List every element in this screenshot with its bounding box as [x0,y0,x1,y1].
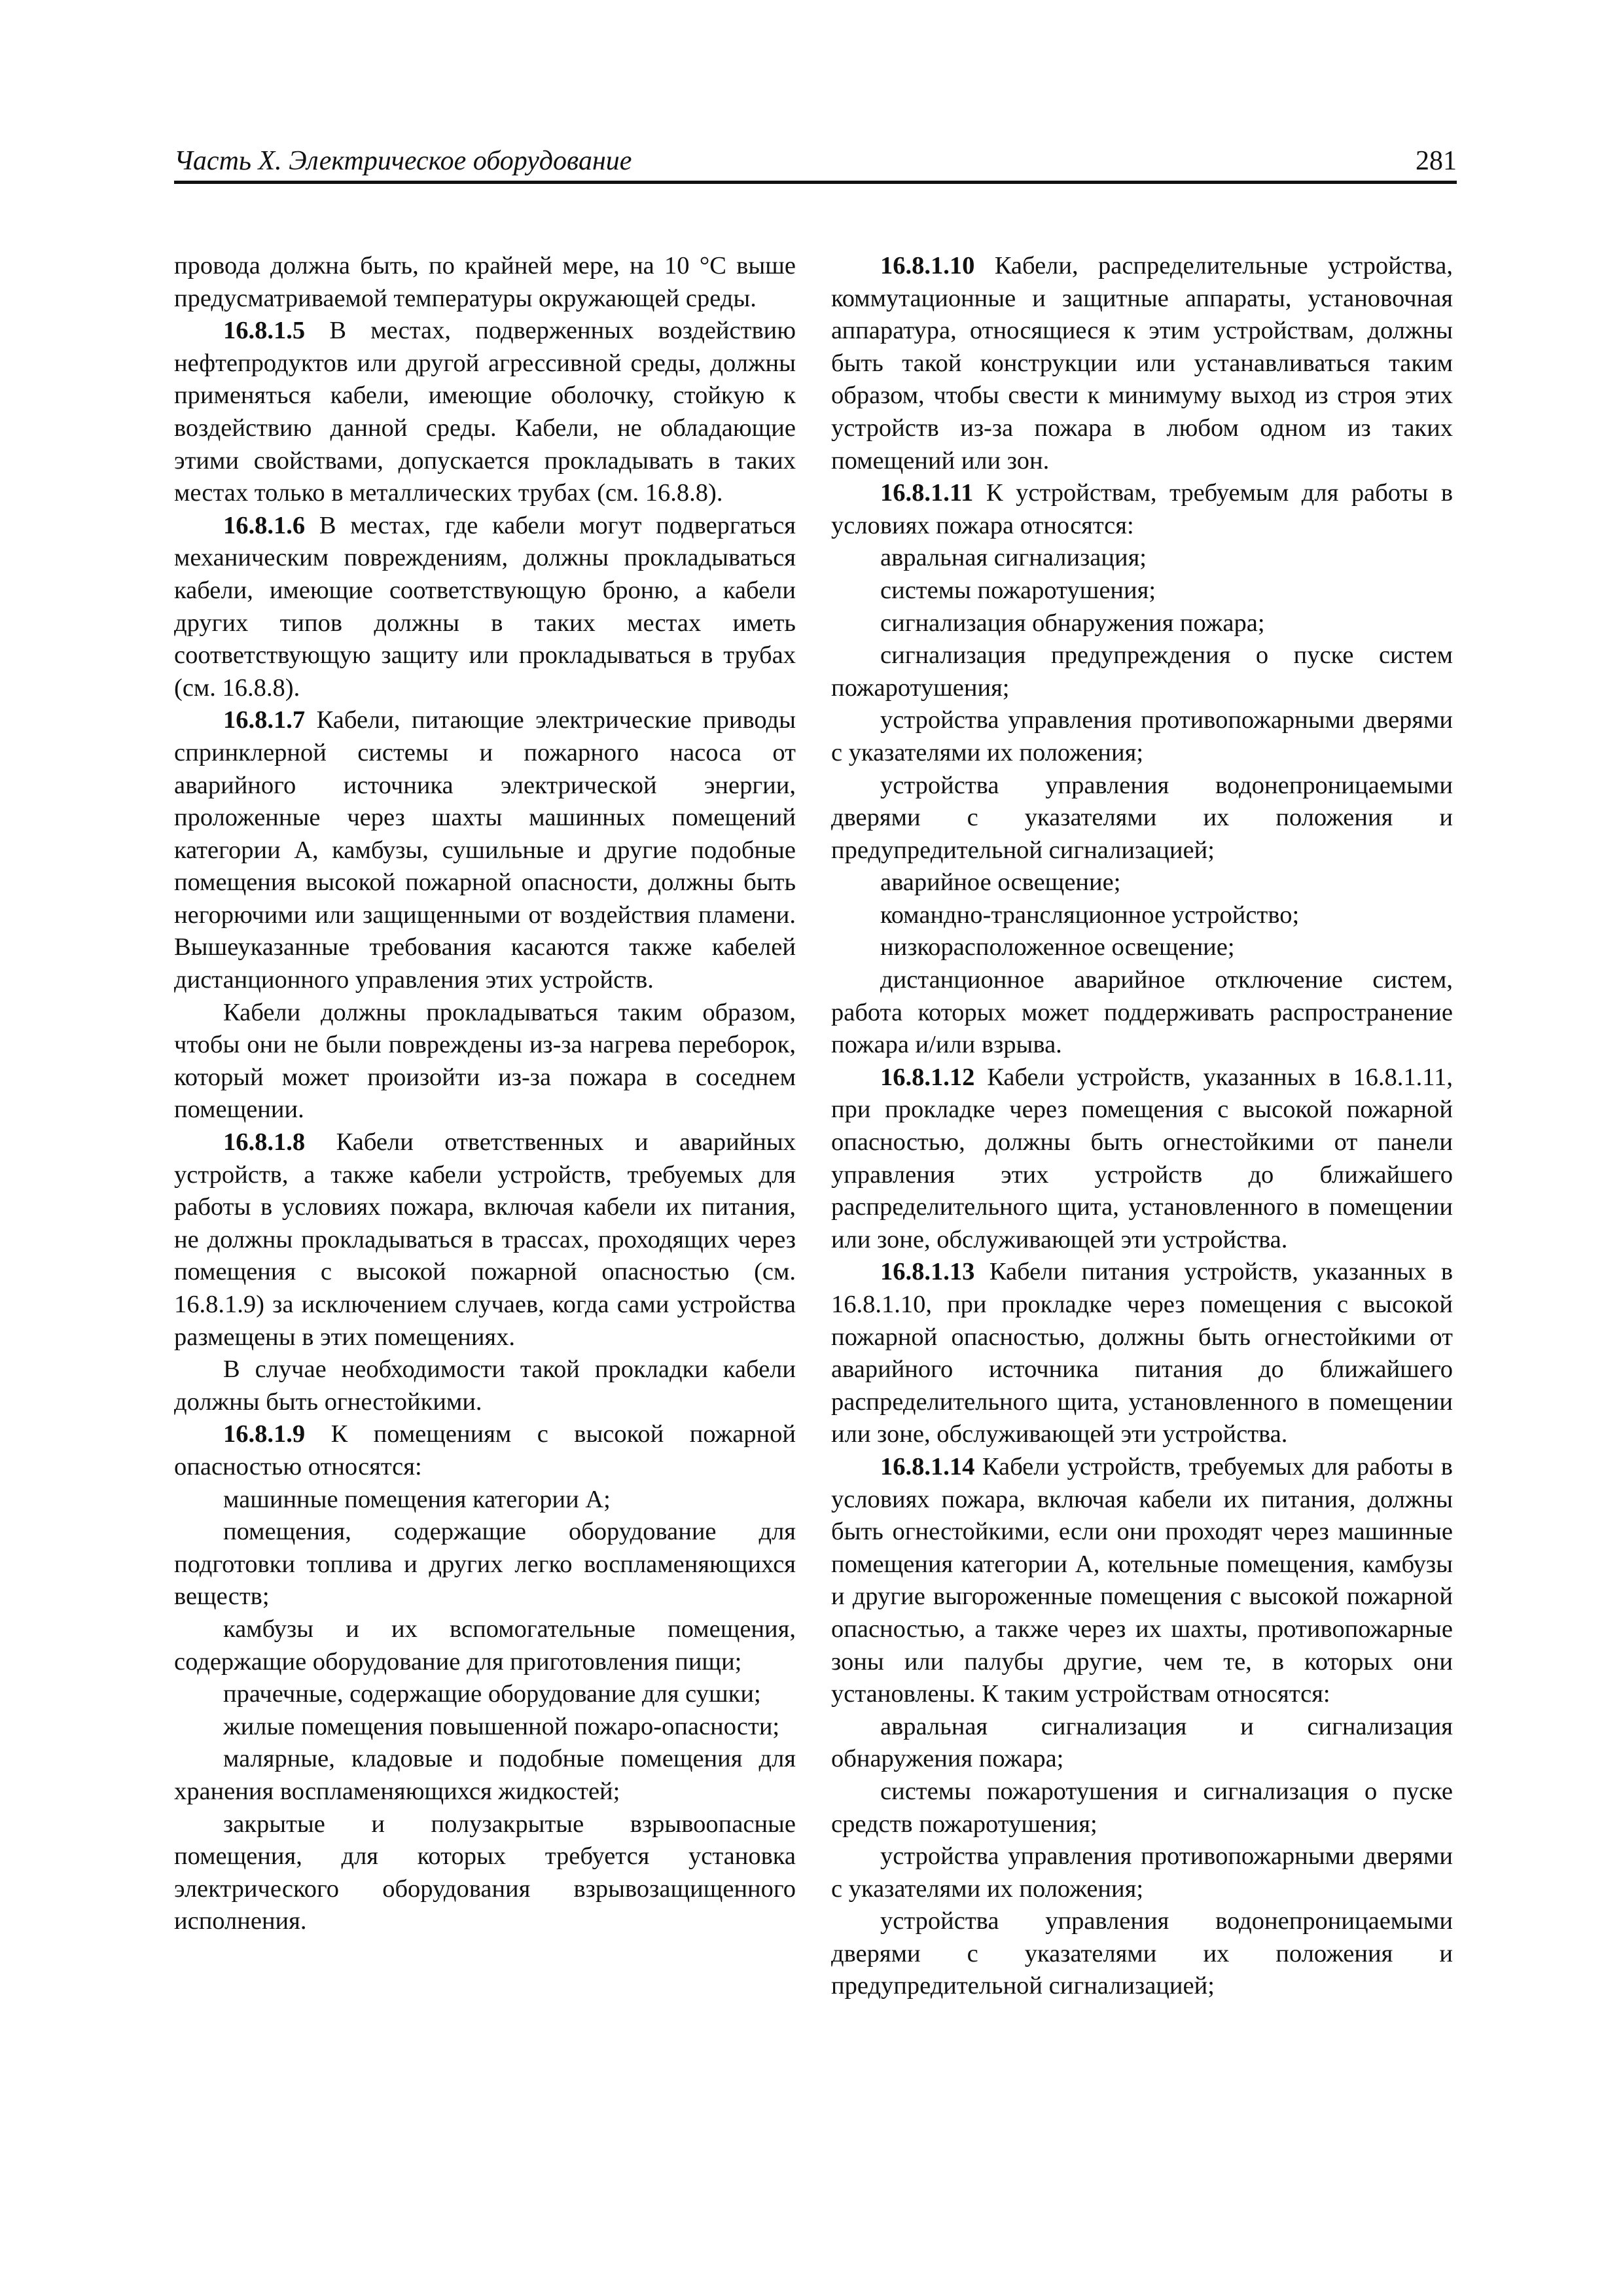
list-item [831,575,1453,607]
left-column [174,250,796,1938]
list-item-text: прачечные, содержащие оборудование для сушки; [223,1680,761,1708]
list-item-text: дистанционное аварийное отключение систем, работа которых может поддерживать распространение пожара и/или взрыва. [831,966,1453,1059]
clause-number: 16.8.1.14 [880,1452,975,1480]
clause-number: 16.8.1.5 [223,317,306,345]
paragraph [831,250,1453,477]
list-item [831,867,1453,899]
list-item [831,1776,1453,1840]
list-item [174,1613,796,1678]
paragraph-text: К устройствам, требуемым для работы в условиях пожара относятся: [831,479,1453,539]
page-header [174,141,1457,184]
list-item-text: камбузы и их вспомогательные помещения, содержащие оборудование для приготовления пищи; [174,1615,796,1676]
list-item [174,1711,796,1744]
paragraph [174,250,796,315]
list-item [831,704,1453,769]
list-item [831,607,1453,640]
list-item-text: устройства управления противопожарными дверями с указателями их положения; [831,706,1453,766]
right-column [831,250,1453,2003]
list-item-text: авральная сигнализация и сигнализация обнаружения пожара; [831,1712,1453,1773]
paragraph-text: Кабели устройств, указанных в 16.8.1.11, при прокладке через помещения с высокой пожарной опасностью, должны быть огнестойкими от панели управления этих устройств до ближайшего распределительного щита, установленного в помещении или зоне, обслуживающей эти устройства. [831,1063,1453,1253]
clause-number: 16.8.1.6 [223,511,306,539]
paragraph-text: Кабели, распределительные устройства, коммутационные и защитные аппараты, установочная аппаратура, относящиеся к этим устройствам, должны быть такой конструкции или устанавливаться таким образом, чтобы свести к минимуму выход из строя этих устройств из-за пожара в любом одном из таких помещений или зон. [831,252,1453,475]
list-item [174,1516,796,1613]
list-item-text: малярные, кладовые и подобные помещения для хранения воспламеняющихся жидкостей; [174,1745,796,1805]
paragraph-text: Кабели ответственных и аварийных устройств, а также кабели устройств, требуемых для работы в условиях пожара, включая кабели их питания, не должны прокладываться в трассах, проходящих через помещения с высокой пожарной опасностью (см. 16.8.1.9) за исключением случаев, когда сами устройства размещены в этих помещениях. [174,1128,796,1351]
paragraph-text: В случае необходимости такой прокладки кабели должны быть огнестойкими. [174,1355,796,1416]
list-item [831,1711,1453,1776]
clause-number: 16.8.1.12 [880,1063,975,1091]
list-item-text: сигнализация обнаружения пожара; [880,609,1265,637]
list-item [831,542,1453,575]
clause-number: 16.8.1.7 [223,706,306,734]
list-item [174,1678,796,1711]
page-number: 281 [1416,146,1457,176]
paragraph [174,704,796,996]
paragraph-text: Кабели питания устройств, указанных в 16.8.1.10, при прокладке через помещения с высокой пожарной опасностью, должны быть огнестойкими от аварийного источника питания до ближайшего распределительного щита, установленного в помещении или зоне, обслуживающей эти устройства. [831,1258,1453,1448]
list-item [174,1808,796,1938]
list-item [831,899,1453,932]
list-item-text: аварийное освещение; [880,869,1121,897]
list-item-text: закрытые и полузакрытые взрывоопасные помещения, для которых требуется установка электрического оборудования взрывозащищенного исполнения. [174,1810,796,1935]
list-item [831,1840,1453,1905]
paragraph-text: В местах, подверженных воздействию нефтепродуктов или другой агрессивной среды, должны применяться кабели, имеющие оболочку, стойкую к воздействию данной среды. Кабели, не обладающие этими свойствами, допускается прокладывать в таких местах только в металлических трубах (см. 16.8.8). [174,317,796,507]
list-item-text: командно-трансляционное устройство; [880,901,1300,929]
list-item-text: системы пожаротушения; [880,576,1156,604]
paragraph-text: провода должна быть, по крайней мере, на 10 °С выше предусматриваемой температуры окружающей среды. [174,252,796,312]
list-item-text: устройства управления водонепроницаемыми дверями с указателями их положения и предупредительной сигнализацией; [831,1907,1453,2000]
list-item-text: авральная сигнализация; [880,544,1147,572]
paragraph-text: Кабели должны прокладываться таким образом, чтобы они не были повреждены из-за нагрева переборок, который может произойти из-за пожара в соседнем помещении. [174,998,796,1124]
paragraph [831,477,1453,542]
list-item-text: устройства управления противопожарными дверями с указателями их положения; [831,1842,1453,1903]
list-item [174,1743,796,1808]
list-item [831,931,1453,964]
paragraph [831,1256,1453,1451]
paragraph [174,510,796,705]
list-item-text: жилые помещения повышенной пожаро-опасности; [223,1712,780,1740]
list-item [831,1905,1453,2003]
paragraph [174,1418,796,1483]
paragraph-text: В местах, где кабели могут подвергаться механическим повреждениям, должны прокладываться кабели, имеющие соответствующую броню, а кабели других типов должны в таких местах иметь соответствующую защиту или прокладываться в трубах (см. 16.8.8). [174,511,796,702]
list-item-text: низкорасположенное освещение; [880,933,1235,961]
paragraph-text: К помещениям с высокой пожарной опасностью относятся: [174,1420,796,1480]
paragraph [174,997,796,1126]
list-item-text: системы пожаротушения и сигнализация о пуске средств пожаротушения; [831,1777,1453,1838]
paragraph [174,1126,796,1354]
paragraph-text: Кабели, питающие электрические приводы спринклерной системы и пожарного насоса от аварийного источника электрической энергии, проложенные через шахты машинных помещений категории А, камбузы, сушильные и другие подобные помещения высокой пожарной опасности, должны быть негорючими или защищенными от воздействия пламени. Вышеуказанные требования касаются также кабелей дистанционного управления этих устройств. [174,706,796,994]
clause-number: 16.8.1.11 [880,479,974,507]
list-item [831,639,1453,704]
list-item [174,1484,796,1516]
clause-number: 16.8.1.10 [880,252,975,279]
paragraph [174,1354,796,1418]
list-item-text: помещения, содержащие оборудование для подготовки топлива и других легко воспламеняющихся веществ; [174,1518,796,1611]
clause-number: 16.8.1.8 [223,1128,306,1157]
paragraph [831,1451,1453,1711]
list-item-text: устройства управления водонепроницаемыми дверями с указателями их положения и предупредительной сигнализацией; [831,771,1453,864]
list-item-text: машинные помещения категории А; [223,1485,611,1513]
paragraph-text: Кабели устройств, требуемых для работы в условиях пожара, включая кабели их питания, должны быть огнестойкими, если они проходят через машинные помещения категории А, котельные помещения, камбузы и другие выгороженные помещения с высокой пожарной опасностью, а также через их шахты, противопожарные зоны или палубы другие, чем те, в которых они установлены. К таким устройствам относятся: [831,1452,1453,1708]
paragraph [831,1062,1453,1257]
clause-number: 16.8.1.9 [223,1420,306,1448]
list-item-text: сигнализация предупреждения о пуске систем пожаротушения; [831,641,1453,702]
list-item [831,770,1453,867]
clause-number: 16.8.1.13 [880,1258,975,1286]
header-title: Часть X. Электрическое оборудование [174,146,632,176]
paragraph [174,315,796,510]
list-item [831,964,1453,1062]
